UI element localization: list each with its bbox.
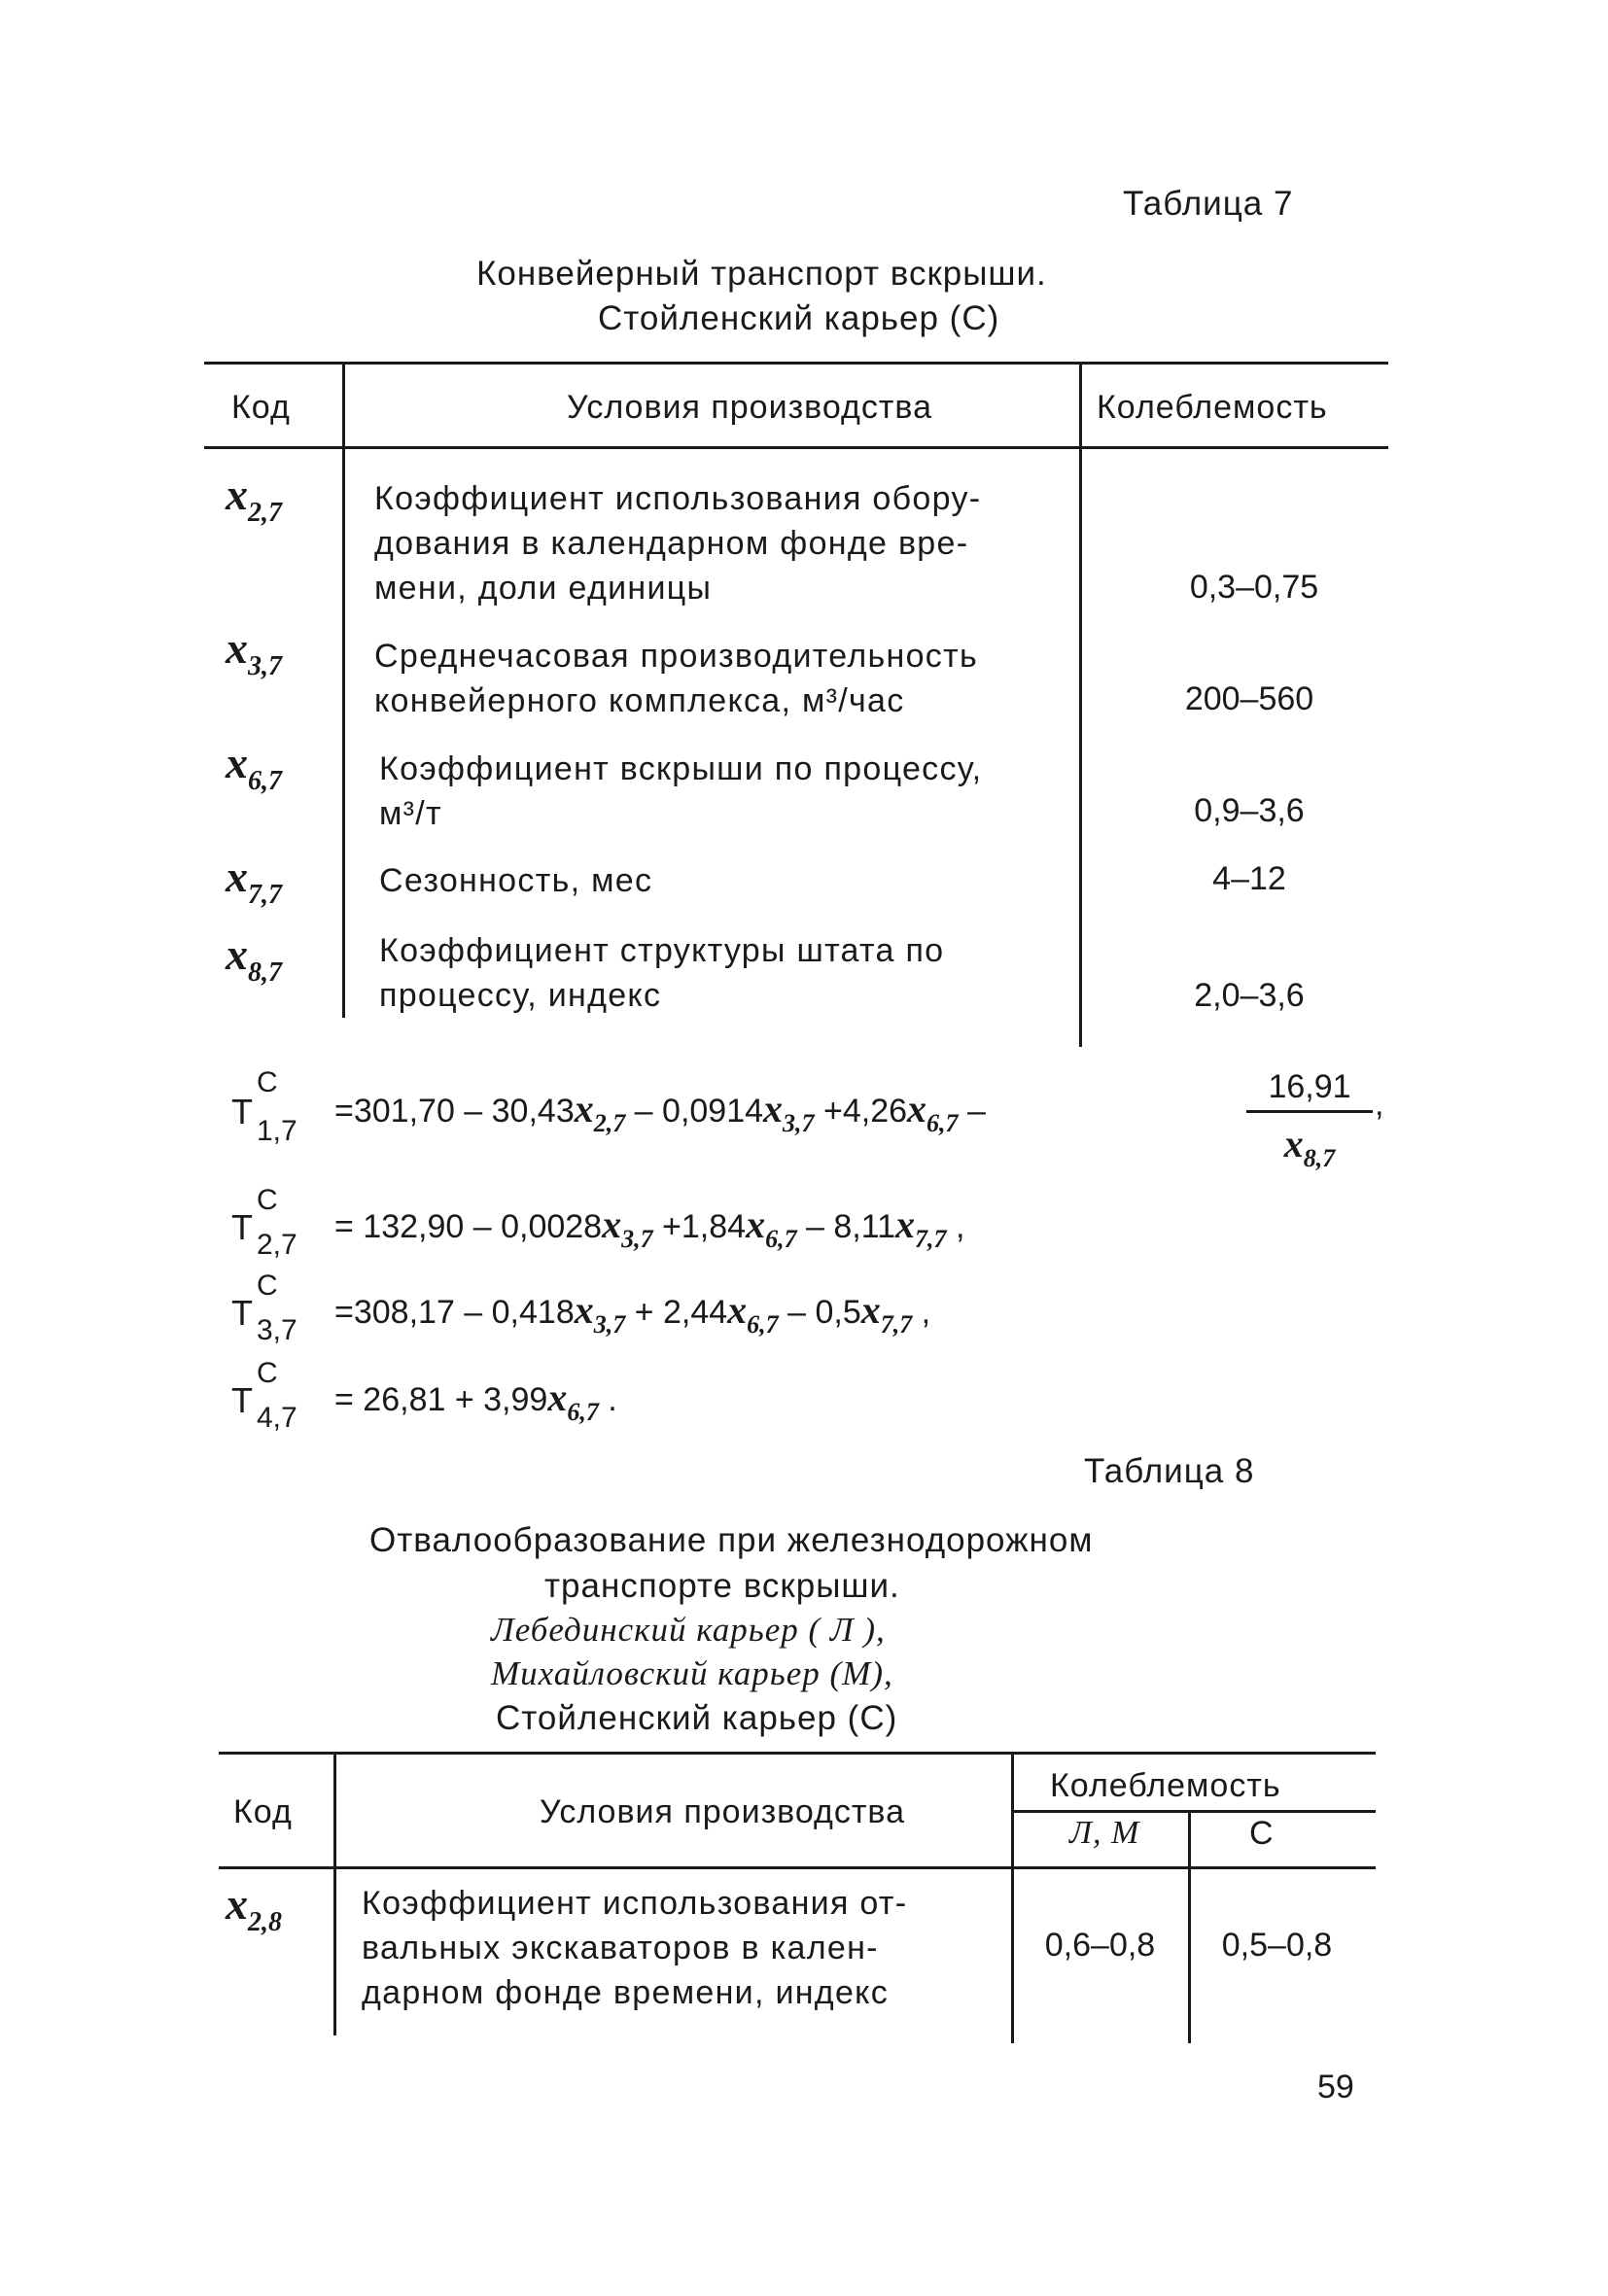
- table7-row4-code: $x_{7,7}$: [226, 852, 282, 910]
- formula-4: T C 4,7 = $26,81 + 3,99x_{6,7}$ .: [231, 1357, 617, 1434]
- formula-1: T C 1,7 $=301,70 - 30,43x_{2,7} - 0,0914x_{3,7} +4,26x_{6,7}$ – 16,91 $x_{8,7}$ ,: [231, 1066, 1384, 1172]
- table7-row3-code: $x_{6,7}$: [226, 738, 282, 796]
- table7-header-code: Код: [231, 389, 291, 426]
- table7-header-conditions: Условия производства: [567, 389, 933, 426]
- table7-header-range: Колеблемость: [1097, 389, 1328, 426]
- table8-top-rule: [219, 1752, 1376, 1755]
- table8-title-line5: Стойленский карьер (С): [496, 1699, 898, 1737]
- table8-title-line2: транспорте вскрыши.: [544, 1567, 900, 1605]
- table7-row4-range: 4–12: [1212, 860, 1286, 897]
- table7-row4-text: Сезонность, мес: [379, 862, 653, 899]
- table8-subheader-rule: [1011, 1810, 1376, 1813]
- table8-header-range: Колеблемость: [1050, 1767, 1281, 1804]
- formula-1-fraction: 16,91 $x_{8,7}$: [1246, 1068, 1373, 1173]
- table7-col-divider-2: [1079, 362, 1082, 1047]
- table7-top-rule: [204, 362, 1388, 365]
- table7-row1-text: Коэффициент использования обору- дования в календарном фонде вре- мени, доли единицы: [374, 480, 982, 607]
- table8-header-code: Код: [233, 1793, 293, 1830]
- table7-row2-code: $x_{3,7}$: [226, 623, 282, 681]
- table7-row3-range: 0,9–3,6: [1194, 792, 1305, 829]
- table7-title-line1: Конвейерный транспорт вскрыши.: [476, 255, 1047, 293]
- table7-header-rule: [204, 446, 1388, 449]
- table8-header-lm: Л, М: [1069, 1815, 1140, 1851]
- table7-title-line2: Стойленский карьер (С): [598, 299, 1000, 337]
- table8-header-c: С: [1249, 1815, 1275, 1852]
- table7-row2-text: Среднечасовая производительность конвейерного комплекса, м³/час: [374, 638, 978, 719]
- formula-2: T C 2,7 = $132,90 - 0,0028x_{3,7} +1,84x_{6,7} - 8,11x_{7,7}$ ,: [231, 1184, 965, 1261]
- table8-col-divider-1: [333, 1752, 336, 2035]
- table7-row2-range: 200–560: [1184, 680, 1314, 717]
- table7-row5-code: $x_{8,7}$: [226, 929, 282, 988]
- table7-col-divider-1: [342, 362, 345, 1018]
- table8-header-rule: [219, 1866, 1376, 1869]
- table7-label: Таблица 7: [1123, 185, 1294, 223]
- table8-row1-text: Коэффициент использования от- вальных экскаваторов в кален- дарном фонде времени, индекс: [362, 1885, 908, 2011]
- table7-row1-range: 0,3–0,75: [1189, 569, 1319, 606]
- page-number: 59: [1317, 2069, 1354, 2105]
- table8-row1-code: $x_{2,8}$: [226, 1879, 282, 1937]
- table7-row5-range: 2,0–3,6: [1194, 977, 1305, 1014]
- table7-row5-text: Коэффициент структуры штата по процессу, индекс: [379, 932, 945, 1014]
- table8-label: Таблица 8: [1084, 1452, 1255, 1490]
- table8-col-divider-3: [1188, 1810, 1191, 2043]
- table8-title-line3: Лебединский карьер ( Л ),: [491, 1611, 886, 1649]
- table7-row3-text: Коэффициент вскрыши по процессу, м³/т: [379, 750, 983, 832]
- table8-header-conditions: Условия производства: [540, 1793, 906, 1830]
- table8-col-divider-2: [1011, 1752, 1014, 2043]
- table7-row1-code: $x_{2,7}$: [226, 470, 282, 528]
- table8-title-line1: Отвалообразование при железнодорожном: [369, 1521, 1094, 1559]
- formula-3: T C 3,7 $=308,17 - 0,418x_{3,7} + 2,44x_{6,7} - 0,5x_{7,7}$ ,: [231, 1270, 931, 1346]
- table8-row1-range-c: 0,5–0,8: [1221, 1927, 1333, 1964]
- table8-row1-range-lm: 0,6–0,8: [1044, 1927, 1156, 1964]
- table8-title-line4: Михайловский карьер (М),: [491, 1654, 893, 1692]
